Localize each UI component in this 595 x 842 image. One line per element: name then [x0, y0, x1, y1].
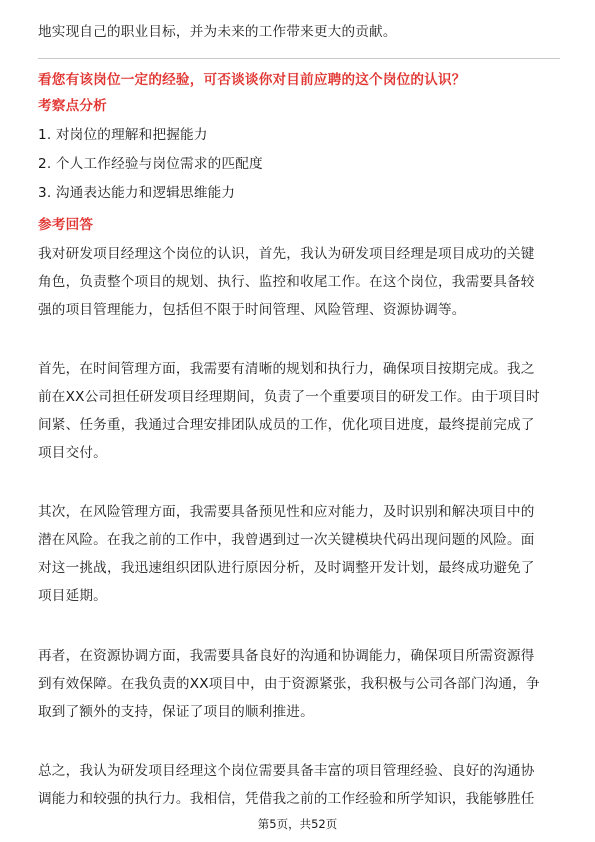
- answer-line: 再者，在资源协调方面，我需要具备良好的沟通和协调能力，确保项目所需资源得: [38, 648, 535, 664]
- answer-line: 间紧、任务重，我通过合理安排团队成员的工作，优化项目进度，最终提前完成了: [38, 417, 535, 433]
- analysis-point-2: 2. 个人工作经验与岗位需求的匹配度: [38, 156, 263, 172]
- answer-line: 取到了额外的支持，保证了项目的顺利推进。: [38, 704, 314, 720]
- analysis-point-1: 1. 对岗位的理解和把握能力: [38, 127, 208, 143]
- answer-line: 潜在风险。在我之前的工作中，我曾遇到过一次关键模块代码出现问题的风险。面: [38, 532, 535, 548]
- analysis-heading: 考察点分析: [38, 98, 107, 114]
- answer-line: 角色，负责整个项目的规划、执行、监控和收尾工作。在这个岗位，我需要具备较: [38, 274, 535, 290]
- answer-line: 总之，我认为研发项目经理这个岗位需要具备丰富的项目管理经验、良好的沟通协: [38, 763, 535, 779]
- answer-line: 对这一挑战，我迅速组织团队进行原因分析，及时调整开发计划，最终成功避免了: [38, 560, 535, 576]
- answer-line: 前在XX公司担任研发项目经理期间，负责了一个重要项目的研发工作。由于项目时: [38, 389, 540, 405]
- section-divider: [38, 58, 560, 59]
- answer-line: 我对研发项目经理这个岗位的认识，首先，我认为研发项目经理是项目成功的关键: [38, 246, 535, 262]
- page-number-footer: 第5页，共52页: [257, 817, 338, 831]
- analysis-point-3: 3. 沟通表达能力和逻辑思维能力: [38, 185, 236, 201]
- interview-question: 看您有该岗位一定的经验，可否谈谈你对目前应聘的这个岗位的认识？: [38, 72, 466, 88]
- intro-tail-text: 地实现自己的职业目标，并为未来的工作带来更大的贡献。: [38, 24, 397, 40]
- answer-line: 强的项目管理能力，包括但不限于时间管理、风险管理、资源协调等。: [38, 302, 466, 318]
- answer-line: 项目延期。: [38, 588, 107, 604]
- answer-line: 项目交付。: [38, 445, 107, 461]
- answer-line: 首先，在时间管理方面，我需要有清晰的规划和执行力，确保项目按期完成。我之: [38, 361, 535, 377]
- answer-line: 其次，在风险管理方面，我需要具备预见性和应对能力，及时识别和解决项目中的: [38, 504, 535, 520]
- answer-line: 到有效保障。在我负责的XX项目中，由于资源紧张，我积极与公司各部门沟通，争: [38, 676, 540, 692]
- answer-heading: 参考回答: [38, 217, 94, 233]
- answer-line: 调能力和较强的执行力。我相信，凭借我之前的工作经验和所学知识，我能够胜任: [38, 791, 535, 807]
